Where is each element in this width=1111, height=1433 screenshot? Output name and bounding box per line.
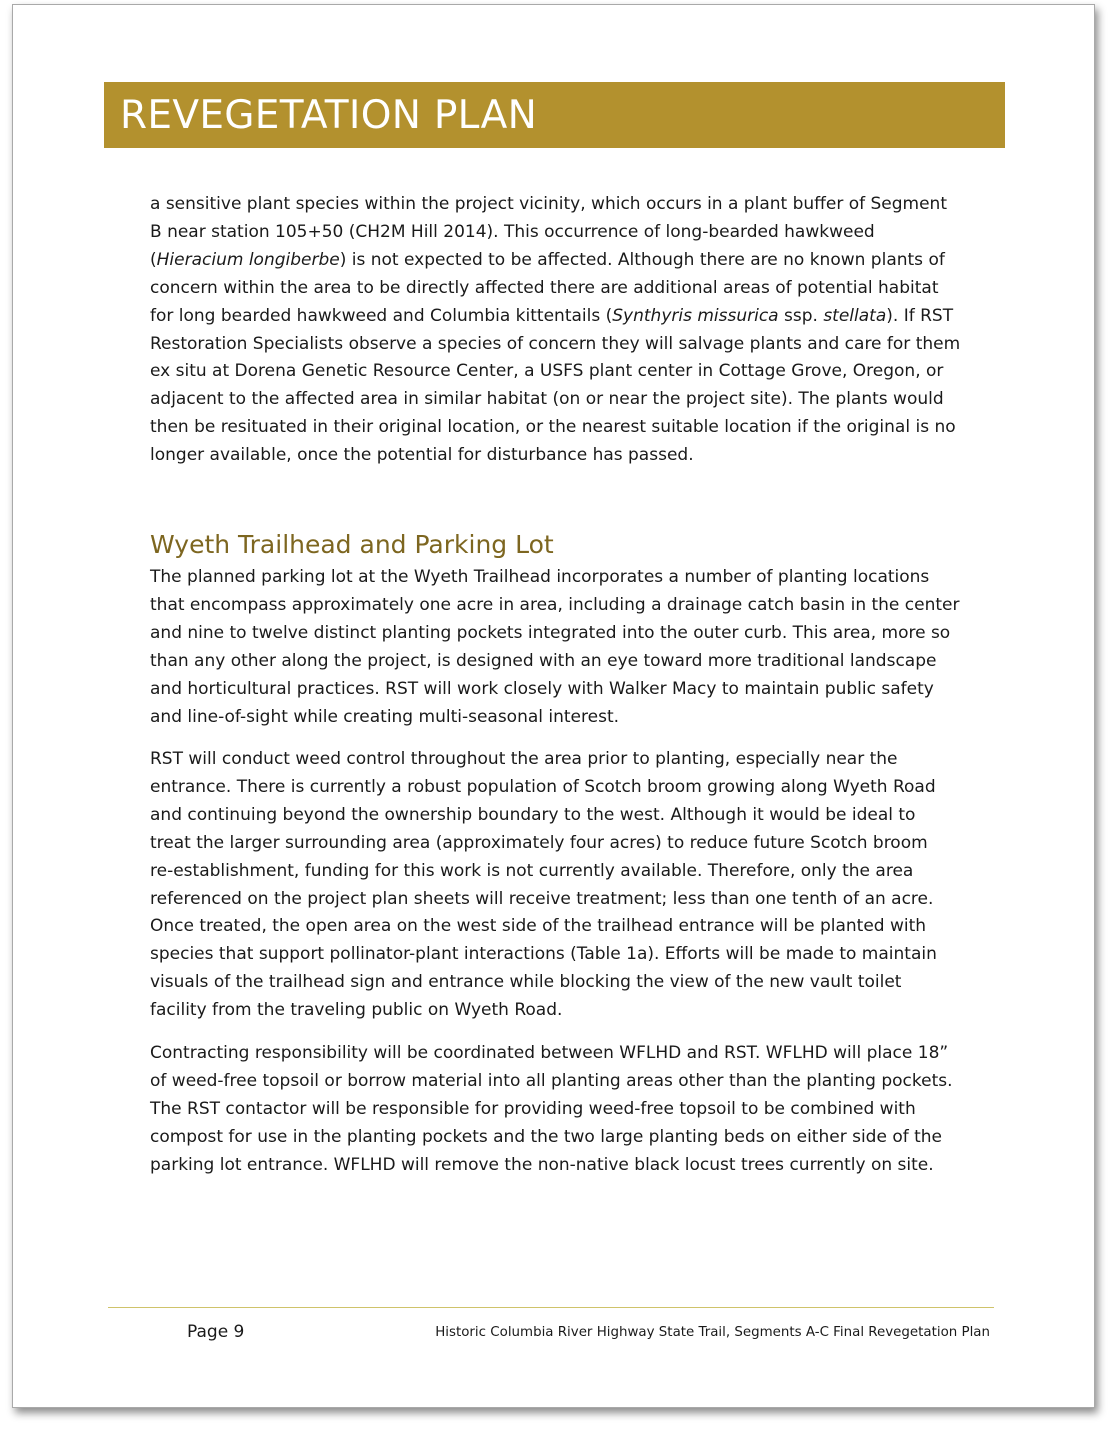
subspecies-name: stellata	[823, 305, 887, 326]
intro-paragraph	[150, 191, 980, 470]
paragraph-line: and line-of-sight while creating multi-seasonal interest.	[150, 706, 620, 727]
contracting-paragraph	[150, 1040, 980, 1180]
paragraph-line: parking lot entrance. WFLHD will remove the non-native black locust trees currently on site.	[150, 1154, 934, 1175]
paragraph-line: longer available, once the potential for disturbance has passed.	[150, 445, 694, 466]
paragraph-line: entrance. There is currently a robust population of Scotch broom growing along Wyeth Road	[150, 776, 936, 797]
paragraph-line: treat the larger surrounding area (approximately four acres) to reduce future Scotch broom	[150, 832, 928, 853]
paragraph-line: The planned parking lot at the Wyeth Trailhead incorporates a number of planting locations	[150, 567, 930, 587]
paragraph-line: and horticultural practices. RST will work closely with Walker Macy to maintain public safety	[150, 678, 934, 699]
paragraph-line: RST will conduct weed control throughout the area prior to planting, especially near the	[150, 749, 898, 769]
parking-lot-paragraph	[150, 564, 980, 731]
paragraph-line: The RST contactor will be responsible for providing weed-free topsoil to be combined with	[150, 1098, 916, 1119]
paragraph-line: than any other along the project, is designed with an eye toward more traditional landscape	[150, 650, 937, 671]
paragraph-line: of weed-free topsoil or borrow material into all planting areas other than the planting pockets.	[150, 1070, 953, 1091]
paragraph-line: adjacent to the affected area in similar habitat (on or near the project site). The plants would	[150, 389, 944, 410]
paragraph-line: Once treated, the open area on the west side of the trailhead entrance will be planted with	[150, 916, 927, 937]
paragraph-line: referenced on the project plan sheets will receive treatment; less than one tenth of an acre.	[150, 888, 934, 909]
weed-control-paragraph	[150, 746, 980, 1025]
paragraph-line: facility from the traveling public on Wyeth Road.	[150, 1000, 563, 1021]
paragraph-line: concern within the area to be directly affected there are additional areas of potential habitat	[150, 277, 939, 298]
paragraph-line: a sensitive plant species within the project vicinity, which occurs in a plant buffer of Segment	[150, 194, 947, 214]
paragraph-line: and continuing beyond the ownership boundary to the west. Although it would be ideal to	[150, 804, 916, 825]
species-name: Hieracium longiberbe	[156, 249, 340, 270]
page-section-title: REVEGETATION PLAN	[120, 93, 538, 138]
header-banner	[104, 82, 1005, 148]
paragraph-line: ex situ at Dorena Genetic Resource Center, a USFS plant center in Cottage Grove, Oregon, or	[150, 361, 944, 382]
paragraph-line: then be resituated in their original location, or the nearest suitable location if the original is no	[150, 417, 956, 438]
paragraph-line: re-establishment, funding for this work is not currently available. Therefore, only the area	[150, 860, 914, 881]
paragraph-line: B near station 105+50 (CH2M Hill 2014). This occurrence of long-bearded hawkweed	[150, 221, 875, 242]
page-number: Page 9	[187, 1322, 245, 1342]
footer-divider	[108, 1307, 994, 1308]
paragraph-line: for long bearded hawkweed and Columbia kittentails (Synthyris missurica ssp. stellata). If RST	[150, 305, 954, 326]
paragraph-line: visuals of the trailhead sign and entrance while blocking the view of the new vault toilet	[150, 972, 902, 993]
paragraph-line: compost for use in the planting pockets and the two large planting beds on either side of the	[150, 1126, 943, 1147]
paragraph-line: that encompass approximately one acre in area, including a drainage catch basin in the center	[150, 594, 960, 615]
section-heading: Wyeth Trailhead and Parking Lot	[150, 530, 554, 559]
document-title: Historic Columbia River Highway State Trail, Segments A-C Final Revegetation Plan	[435, 1325, 990, 1340]
paragraph-line: Contracting responsibility will be coordinated between WFLHD and RST. WFLHD will place 18”	[150, 1043, 949, 1063]
paragraph-line: (Hieracium longiberbe) is not expected to be affected. Although there are no known plants of	[150, 249, 945, 270]
document-page	[12, 4, 1095, 1408]
paragraph-line: species that support pollinator-plant interactions (Table 1a). Efforts will be made to maintain	[150, 944, 937, 965]
species-name: Synthyris missurica	[612, 305, 779, 326]
paragraph-line: and nine to twelve distinct planting pockets integrated into the outer curb. This area, more so	[150, 622, 951, 643]
paragraph-line: Restoration Specialists observe a species of concern they will salvage plants and care for them	[150, 333, 961, 354]
